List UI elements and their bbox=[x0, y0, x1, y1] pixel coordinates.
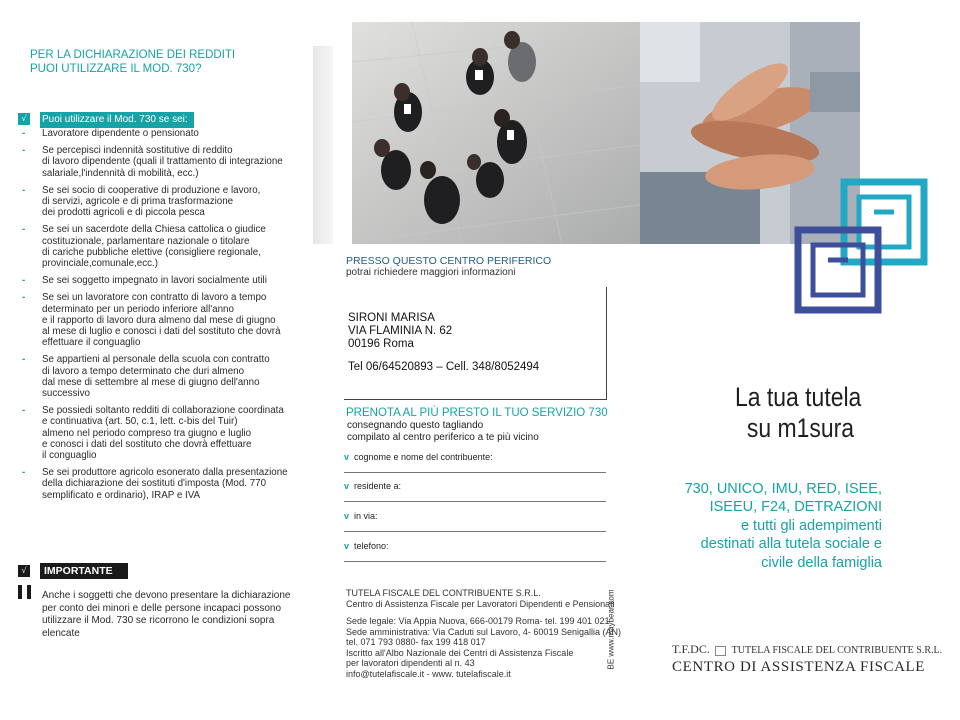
list-item-line: almeno nel periodo compreso tra giugno e luglio bbox=[42, 427, 252, 439]
list-item-line: Se appartieni al personale della scuola con contratto bbox=[42, 354, 270, 366]
list-item-line: di lavoro dipendente (quali il trattamento di integrazione bbox=[42, 156, 283, 168]
list-item-line: provinciale,comunale,ecc.) bbox=[42, 258, 158, 270]
bullet-icon: - bbox=[22, 292, 26, 304]
list-item-line: il conguaglio bbox=[42, 450, 97, 462]
eligibility-list bbox=[22, 128, 312, 507]
check-icon: v bbox=[344, 541, 350, 551]
bullet-icon: - bbox=[22, 275, 26, 287]
bullet-icon: - bbox=[22, 354, 26, 366]
list-item bbox=[22, 405, 312, 461]
list-item-line: Lavoratore dipendente o pensionato bbox=[42, 128, 199, 139]
list-item-line: Se sei un sacerdote della Chiesa cattolica o giudice bbox=[42, 224, 266, 236]
field-residence[interactable] bbox=[344, 481, 606, 502]
check-icon: v bbox=[344, 452, 350, 462]
list-item bbox=[22, 224, 312, 269]
list-item-line: di cariche pubbliche elettive (consigliere regionale, bbox=[42, 246, 261, 258]
list-item-line: e il rapporto di lavoro dura almeno dal mese di giugno bbox=[42, 314, 276, 326]
field-phone[interactable] bbox=[344, 541, 606, 562]
field-phone-label: telefono: bbox=[354, 541, 389, 551]
logo-mark-icon bbox=[715, 646, 726, 656]
list-item-line: di lavoro a tempo determinato che duri almeno bbox=[42, 365, 245, 377]
check-icon: √ bbox=[18, 565, 30, 577]
list-item-line: costituzionale, parlamentare nazionale o titolare bbox=[42, 235, 250, 247]
bullet-icon: - bbox=[22, 184, 26, 196]
list-item bbox=[22, 128, 312, 139]
list-item-line: Se sei soggetto impegnato in lavori socialmente utili bbox=[42, 275, 267, 287]
list-item-line: al mese di luglio e conosci i dati del sostituto che dovrà bbox=[42, 326, 281, 338]
fold-shadow bbox=[313, 46, 333, 244]
list-item-line: Se sei un lavoratore con contratto di lavoro a tempo bbox=[42, 292, 267, 304]
list-item-line: effettuare il conguaglio bbox=[42, 337, 141, 349]
list-item-line: Se sei produttore agricolo esonerato dalla presentazione bbox=[42, 467, 288, 479]
list-item bbox=[22, 275, 312, 286]
logo-cube-icon bbox=[792, 176, 932, 316]
center-subtitle: potrai richiedere maggiori informazioni bbox=[346, 267, 516, 278]
list-item-line: Se possiedi soltanto redditi di collaborazione coordinata bbox=[42, 405, 284, 417]
field-name-label: cognome e nome del contribuente: bbox=[354, 452, 493, 462]
field-residence-label: residente a: bbox=[354, 481, 402, 491]
list-item bbox=[22, 145, 312, 179]
bullet-icon: - bbox=[22, 224, 26, 236]
services-list: 730, UNICO, IMU, RED, ISEE, ISEEU, F24, DETRAZIONI e tutti gli adempimenti destinati alla tutela sociale e civile della famiglia bbox=[684, 481, 882, 571]
bullet-icon: - bbox=[22, 467, 26, 479]
center-title: PRESSO QUESTO CENTRO PERIFERICO bbox=[346, 255, 552, 267]
list-item bbox=[22, 292, 312, 348]
important-text: Anche i soggetti che devono presentare la dichiarazione per conto dei minori e delle persone incapaci possono utilizzare il Mod. 730 se ricorrono le condizioni sopra elencate bbox=[42, 590, 291, 639]
list-item-line: dei prodotti agricoli e di piccola pesca bbox=[42, 207, 205, 219]
vertical-credit: BE www.maybear.com bbox=[606, 589, 616, 670]
eligibility-heading-label: Puoi utilizzare il Mod. 730 se sei: bbox=[40, 112, 194, 128]
logo-center: CENTRO DI ASSISTENZA FISCALE bbox=[672, 659, 926, 675]
check-icon: v bbox=[344, 511, 350, 521]
bullet-icon: - bbox=[22, 405, 26, 417]
list-item-line: semplificato e ordinario), IRAP e IVA bbox=[42, 489, 201, 501]
field-name[interactable] bbox=[344, 452, 606, 473]
important-heading-label: IMPORTANTE bbox=[40, 563, 128, 579]
list-item-line: e continuativa (art. 50, c.1, lett. c-bis del Tuir) bbox=[42, 416, 238, 428]
booking-subtitle: consegnando questo tagliando compilato al centro periferico a te più vicino bbox=[347, 420, 539, 443]
list-item-line: Se percepisci indennità sostitutive di reddito bbox=[42, 145, 233, 157]
important-heading bbox=[18, 563, 308, 579]
company-info: TUTELA FISCALE DEL CONTRIBUENTE S.R.L. Centro di Assistenza Fiscale per Lavoratori Dipendenti e Pensionati Sede legale: Via Appia Nuova, 666-00179 Roma- tel. 199 401 021 Sede amministrativa: Via Caduti sul Lavoro, 4- 60019 Senigallia (AN) tel. 071 793 0880- fax 199 418 017 Iscritto all'Albo Nazionale dei Centri di Assistenza Fiscale per lavoratori dipendenti al n. 43 info@tutelafiscale.it - www. tutelafiscale.it bbox=[346, 588, 621, 679]
list-item bbox=[22, 354, 312, 399]
field-street-label: in via: bbox=[354, 511, 378, 521]
bullet-icon: - bbox=[22, 145, 26, 157]
eligibility-heading bbox=[18, 112, 308, 128]
booking-title: PRENOTA AL PIÙ PRESTO IL TUO SERVIZIO 730 bbox=[346, 407, 608, 419]
list-item-line: di servizi, agricole e di prima trasformazione bbox=[42, 196, 234, 208]
logo-abbrev: T.F.DC. bbox=[672, 642, 710, 656]
list-item-line: e conosci i dati del sostituto che dovrà effettuare bbox=[42, 438, 252, 450]
check-icon: √ bbox=[18, 113, 30, 125]
check-icon: v bbox=[344, 481, 350, 491]
pause-bars-icon bbox=[18, 585, 34, 599]
logo-name: TUTELA FISCALE DEL CONTRIBUENTE S.R.L. bbox=[731, 645, 943, 656]
list-item-line: dal mese di settembre al mese di giugno dell'anno bbox=[42, 376, 260, 388]
slogan: La tua tutela su m1sura bbox=[735, 382, 862, 443]
field-street[interactable] bbox=[344, 511, 606, 532]
list-item bbox=[22, 185, 312, 219]
list-item-line: determinato per un periodo inferiore all'anno bbox=[42, 303, 234, 315]
list-item bbox=[22, 467, 312, 501]
list-item-line: della dichiarazione dei sostituti d'imposta (Mod. 770 bbox=[42, 478, 267, 490]
center-address: SIRONI MARISA VIA FLAMINIA N. 62 00196 Roma Tel 06/64520893 – Cell. 348/8052494 bbox=[348, 312, 540, 373]
list-item-line: Se sei socio di cooperative di produzione e lavoro, bbox=[42, 184, 261, 196]
list-item-line: successivo bbox=[42, 388, 90, 400]
list-item-line: salariale,l'indennità di mobilità, ecc.) bbox=[42, 167, 199, 179]
business-people-photo bbox=[352, 22, 662, 244]
left-title: PER LA DICHIARAZIONE DEI REDDITI PUOI UTILIZZARE IL MOD. 730? bbox=[30, 49, 236, 75]
bullet-icon: - bbox=[22, 128, 26, 139]
footer-logo bbox=[672, 642, 943, 676]
